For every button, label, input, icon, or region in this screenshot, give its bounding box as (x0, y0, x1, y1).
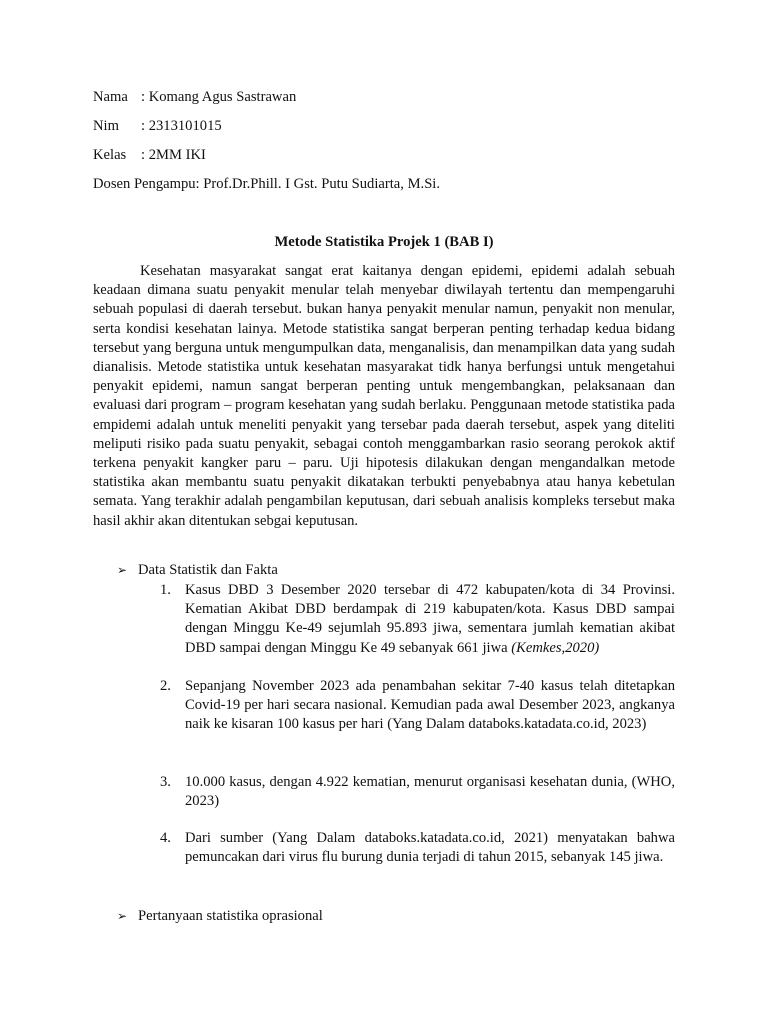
list-item (160, 677, 675, 735)
list-item-number: 2. (160, 678, 171, 694)
list-item (160, 581, 675, 658)
nim-line (93, 117, 222, 135)
name-line (93, 88, 296, 106)
nim-value: : 2313101015 (141, 118, 222, 134)
list-item-text (185, 581, 675, 658)
list-item-body: Kasus DBD 3 Desember 2020 tersebar di 472 kabupaten/kota di 34 Provinsi. Kematian Akibat DBD berdampak di 219 kabupaten/kota. Kasus DBD sampai dengan Minggu Ke-49 sejumlah 95.893 jiwa, sementara jumlah kematian akibat DBD sampai dengan Minggu Ke 49 sebanyak 661 jiwa (185, 582, 675, 656)
list-item-text: 10.000 kasus, dengan 4.922 kematian, menurut organisasi kesehatan dunia, (WHO, 2023) (185, 774, 675, 810)
kelas-value: : 2MM IKI (141, 147, 206, 163)
list-item-number: 1. (160, 582, 171, 598)
list-item-number: 3. (160, 774, 171, 790)
list-item-text: Dari sumber (Yang Dalam databoks.katadata.co.id, 2021) menyatakan bahwa pemuncakan dari virus flu burung dunia terjadi di tahun 2015, sebanyak 145 jiwa. (185, 830, 675, 866)
list-item-text: Sepanjang November 2023 ada penambahan sekitar 7-40 kasus telah ditetapkan Covid-19 per hari secara nasional. Kemudian pada awal Desember 2023, angkanya naik ke kisaran 100 kasus per hari (Yang Dalam databoks.katadata.co.id, 2023) (185, 678, 675, 733)
intro-paragraph: Kesehatan masyarakat sangat erat kaitanya dengan epidemi, epidemi adalah sebuah keadaan dimana suatu penyakit menular telah menyebar diwilayah tertentu dan mempengaruhi sebuah populasi di daerah tersebut. bukan hanya penyakit menular namun, penyakit non menular, serta kondisi kesehatan lainya. Metode statistika sangat berperan penting terhadap kedua bidang tersebut yang berguna untuk mengumpulkan data, menganalisis, dan menampilkan data yang sudah dianalisis. Metode statistika untuk kesehatan masyarakat tidk hanya berfungsi untuk mengetahui penyakit epidemi, namun sangat berperan penting untuk mengembangkan, pelaksanaan dan evaluasi dari program – program kesehatan yang sudah berlaku. Penggunaan metode statistika pada empidemi adalah untuk meneliti penyakit yang tersebar pada daerah tersebut, aspek yang diteliti meliputi risiko pada suatu penyakit, sebagai contoh menggambarkan rasio seorang perokok aktif terkena penyakit kangker paru – paru. Uji hipotesis dilakukan dengan mengandalkan metode statistika akan membantu suatu penyakit dikatakan terbukti penyebabnya atau hanya kebetulan semata. Yang terakhir adalah pengambilan keputusan, dari sebuah analisis kompleks tersebut maka hasil akhir akan ditentukan sebgai keputusan. (93, 263, 675, 529)
kelas-label: Kelas (93, 147, 127, 163)
lecturer-line: Dosen Pengampu: Prof.Dr.Phill. I Gst. Putu Sudiarta, M.Si. (93, 176, 441, 192)
section-questions-heading (117, 907, 323, 925)
list-item-number: 4. (160, 830, 171, 846)
list-item (160, 829, 675, 867)
section-heading-text: Data Statistik dan Fakta (138, 562, 278, 578)
name-label: Nama (93, 89, 128, 105)
document-title: Metode Statistika Projek 1 (BAB I) (274, 234, 494, 250)
section-heading-text: Pertanyaan statistika oprasional (138, 908, 323, 924)
arrow-bullet-icon: ➢ (117, 563, 128, 577)
section-data-heading (117, 561, 278, 579)
arrow-bullet-icon: ➢ (117, 909, 128, 923)
kelas-line (93, 146, 206, 164)
list-item-citation: (Kemkes,2020) (511, 639, 600, 656)
list-item (160, 773, 675, 811)
name-value: : Komang Agus Sastrawan (141, 89, 297, 105)
nim-label: Nim (93, 118, 119, 134)
